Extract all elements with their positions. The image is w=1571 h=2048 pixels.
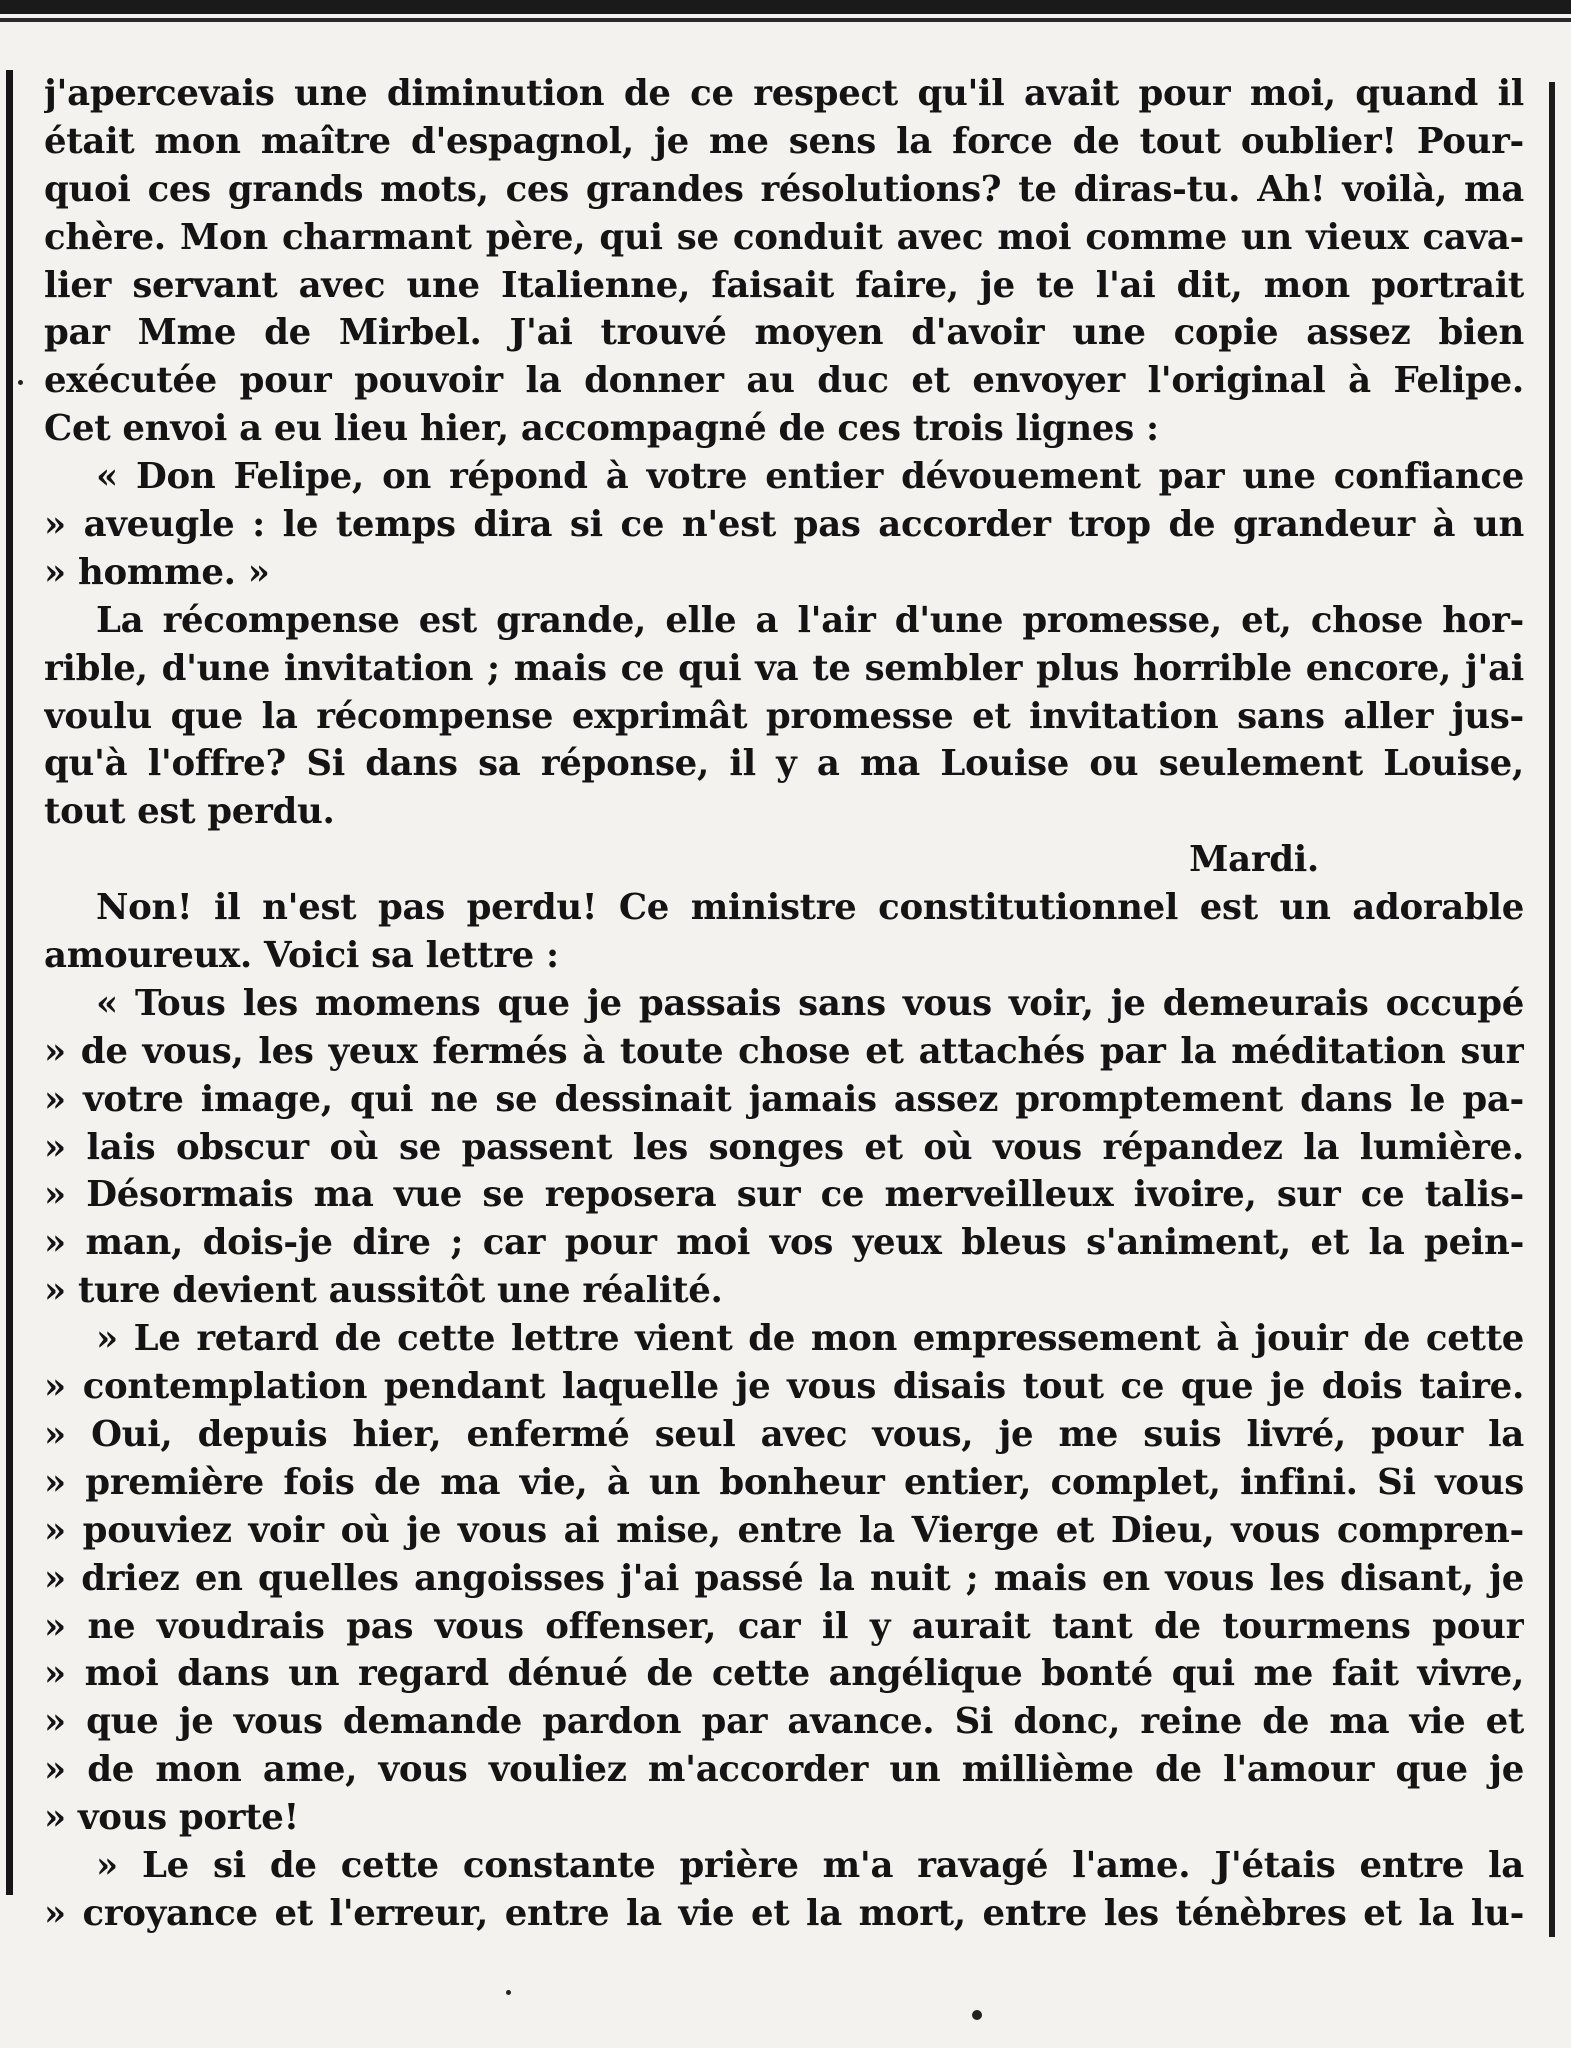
right-column-rule — [1549, 82, 1555, 1937]
text-line: » votre image, qui ne se dessinait jamais assez promptement dans le pa- — [44, 1078, 1524, 1120]
text-line: lier servant avec une Italienne, faisait faire, je te l'ai dit, mon portrait — [44, 264, 1524, 306]
text-line: » ture devient aussitôt une réalité. — [44, 1270, 723, 1312]
text-line: » croyance et l'erreur, entre la vie et la mort, entre les ténèbres et la lu- — [44, 1892, 1524, 1934]
text-line: » contemplation pendant laquelle je vous disais tout ce que je dois taire. — [44, 1366, 1524, 1408]
text-line: » driez en quelles angoisses j'ai passé la nuit ; mais en vous les disant, je — [44, 1557, 1524, 1599]
print-speck — [506, 1990, 511, 1995]
text-line: » man, dois-je dire ; car pour moi vos yeux bleus s'animent, et la pein- — [44, 1222, 1524, 1264]
text-line: Mardi. — [1189, 839, 1319, 881]
text-line: « Tous les momens que je passais sans vous voir, je demeurais occupé — [96, 982, 1524, 1024]
text-line: » lais obscur où se passent les songes et où vous répandez la lumière. — [44, 1126, 1524, 1168]
text-line: » Désormais ma vue se reposera sur ce merveilleux ivoire, sur ce talis- — [44, 1174, 1524, 1216]
text-line: » de mon ame, vous vouliez m'accorder un millième de l'amour que je — [44, 1749, 1524, 1791]
text-line: j'apercevais une diminution de ce respect qu'il avait pour moi, quand il — [44, 73, 1524, 114]
text-line: Non! il n'est pas perdu! Ce ministre constitutionnel est un adorable — [96, 887, 1524, 929]
text-line: » de vous, les yeux fermés à toute chose et attachés par la méditation sur — [44, 1030, 1524, 1072]
text-column — [44, 70, 1524, 1938]
text-line: » Oui, depuis hier, enfermé seul avec vous, je me suis livré, pour la — [44, 1413, 1524, 1455]
text-line: voulu que la récompense exprimât promesse et invitation sans aller jus- — [44, 695, 1524, 737]
text-line: qu'à l'offre? Si dans sa réponse, il y a ma Louise ou seulement Louise, — [44, 743, 1524, 785]
left-column-rule — [6, 70, 13, 1895]
text-line: » première fois de ma vie, à un bonheur entier, complet, infini. Si vous — [44, 1461, 1524, 1503]
text-line: était mon maître d'espagnol, je me sens la force de tout oublier! Pour- — [44, 120, 1524, 162]
text-line: chère. Mon charmant père, qui se conduit avec moi comme un vieux cava- — [44, 216, 1524, 258]
text-line: » homme. » — [44, 551, 270, 593]
text-line: » Le retard de cette lettre vient de mon empressement à jouir de cette — [96, 1318, 1524, 1360]
text-line: » pouviez voir où je vous ai mise, entre la Vierge et Dieu, vous compren- — [44, 1509, 1524, 1551]
text-line: « Don Felipe, on répond à votre entier dévouement par une confiance — [96, 456, 1524, 498]
text-line: » Le si de cette constante prière m'a ravagé l'ame. J'étais entre la — [96, 1844, 1524, 1886]
text-line: » que je vous demande pardon par avance. Si donc, reine de ma vie et — [44, 1701, 1524, 1743]
text-line: » moi dans un regard dénué de cette angélique bonté qui me fait vivre, — [44, 1653, 1524, 1695]
text-line: rible, d'une invitation ; mais ce qui va te sembler plus horrible encore, j'ai — [44, 647, 1524, 689]
top-rule-thin — [0, 18, 1571, 22]
text-line: amoureux. Voici sa lettre : — [44, 935, 559, 977]
text-line: » ne voudrais pas vous offenser, car il y aurait tant de tourmens pour — [44, 1605, 1524, 1647]
text-line: Cet envoi a eu lieu hier, accompagné de ces trois lignes : — [44, 408, 1159, 450]
text-line: » vous porte! — [44, 1797, 299, 1839]
print-speck — [972, 2010, 982, 2020]
text-line: quoi ces grands mots, ces grandes résolutions? te diras-tu. Ah! voilà, ma — [44, 168, 1524, 210]
top-rule — [0, 0, 1571, 14]
text-line: exécutée pour pouvoir la donner au duc et envoyer l'original à Felipe. — [44, 360, 1524, 402]
text-line: La récompense est grande, elle a l'air d'une promesse, et, chose hor- — [96, 599, 1524, 641]
text-line: » aveugle : le temps dira si ce n'est pas accorder trop de grandeur à un — [44, 504, 1524, 546]
text-line: par Mme de Mirbel. J'ai trouvé moyen d'avoir une copie assez bien — [44, 312, 1524, 354]
text-line: tout est perdu. — [44, 791, 335, 833]
print-speck — [18, 380, 23, 385]
